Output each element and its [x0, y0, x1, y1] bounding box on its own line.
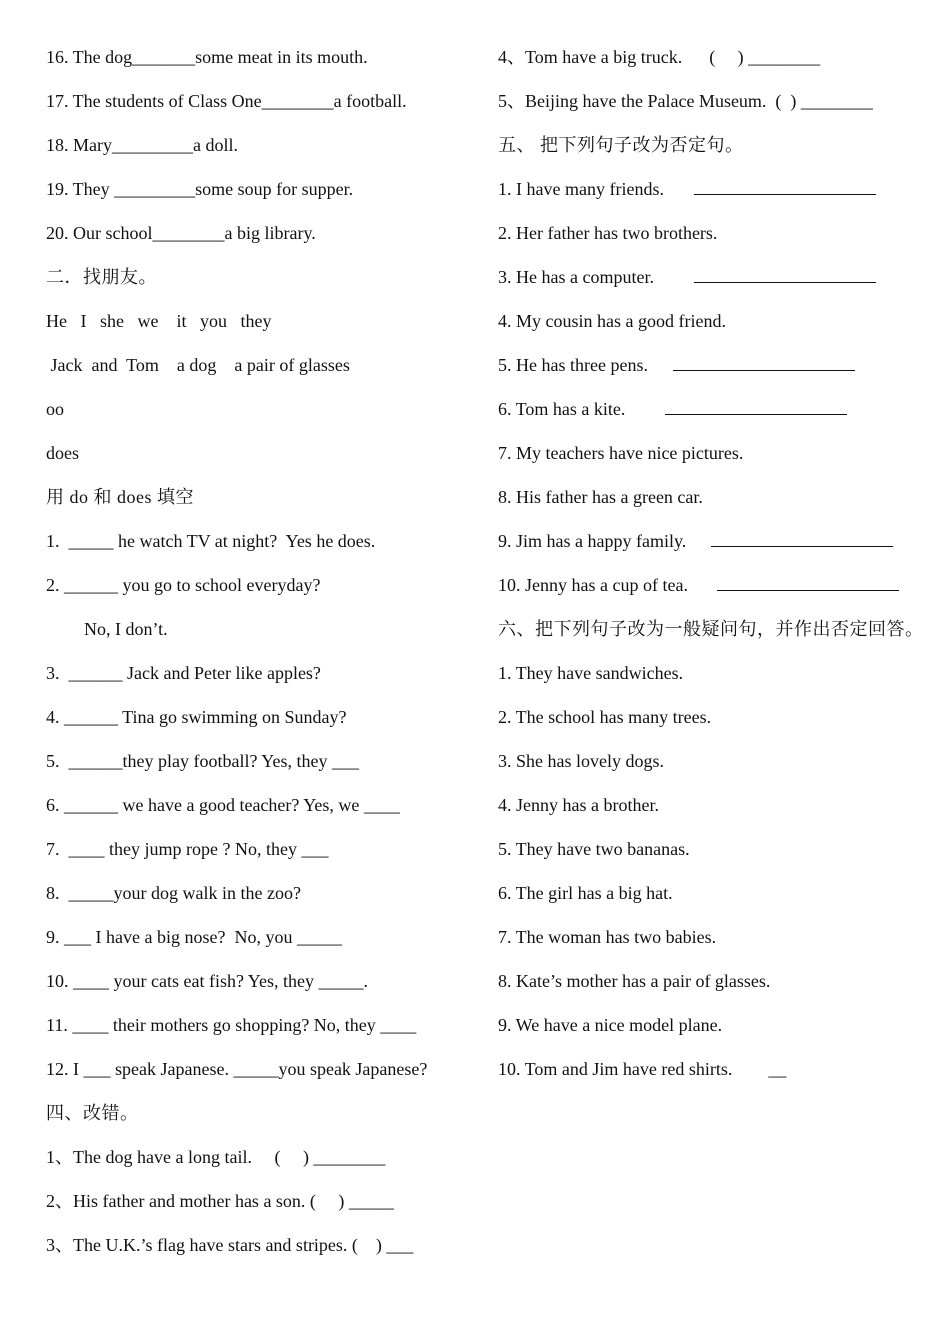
exercise-line: 19. They _________some soup for supper.	[46, 179, 354, 199]
answer-blank	[694, 264, 876, 283]
exercise-line: 4. Jenny has a brother.	[498, 795, 659, 815]
exercise-line: 4. ______ Tina go swimming on Sunday?	[46, 707, 347, 727]
exercise-line: 2. ______ you go to school everyday?	[46, 575, 321, 595]
noun-list: Jack and Tom a dog a pair of glasses	[46, 355, 350, 375]
exercise-line	[498, 572, 938, 616]
exercise-line: 2. Her father has two brothers.	[498, 223, 718, 243]
exercise-line: 4、Tom have a big truck. ( ) ________	[498, 47, 821, 67]
exercise-line	[498, 264, 938, 308]
exercise-line: 11. ____ their mothers go shopping? No, they ____	[46, 1015, 417, 1035]
answer-blank	[673, 352, 855, 371]
exercise-line: 7. ____ they jump rope ? No, they ___	[46, 839, 329, 859]
answer-blank	[694, 176, 876, 195]
answer-blank	[711, 528, 893, 547]
exercise-line: 3、The U.K.’s flag have stars and stripes. ( ) ___	[46, 1235, 414, 1255]
exercise-line	[498, 176, 938, 220]
section-heading-negative: 五、 把下列句子改为否定句。	[498, 135, 744, 155]
exercise-sentence: 1. I have many friends.	[498, 179, 664, 199]
exercise-line: 3. ______ Jack and Peter like apples?	[46, 663, 321, 683]
exercise-line	[498, 528, 938, 572]
answer-blank	[665, 396, 847, 415]
word-list-item: does	[46, 443, 79, 463]
exercise-answer-line: No, I don’t.	[84, 619, 168, 639]
exercise-sentence: 9. Jim has a happy family.	[498, 531, 687, 551]
exercise-line: 12. I ___ speak Japanese. _____you speak Japanese?	[46, 1059, 428, 1079]
section-heading-find-friends: 二．找朋友。	[46, 267, 157, 287]
exercise-line	[498, 352, 938, 396]
exercise-line: 5、Beijing have the Palace Museum. ( ) ________	[498, 91, 873, 111]
exercise-sentence: 10. Jenny has a cup of tea.	[498, 575, 688, 595]
section-heading-correct-errors: 四、改错。	[46, 1103, 139, 1123]
right-column	[498, 44, 938, 1100]
exercise-line: 3. She has lovely dogs.	[498, 751, 664, 771]
exercise-line: 17. The students of Class One________a football.	[46, 91, 407, 111]
word-list-item: oo	[46, 399, 64, 419]
exercise-line: 18. Mary_________a doll.	[46, 135, 238, 155]
exercise-line: 1. They have sandwiches.	[498, 663, 684, 683]
exercise-line: 1. _____ he watch TV at night? Yes he does.	[46, 531, 376, 551]
answer-blank	[717, 572, 899, 591]
exercise-line: 20. Our school________a big library.	[46, 223, 316, 243]
exercise-line: 6. The girl has a big hat.	[498, 883, 673, 903]
left-column	[46, 44, 476, 1276]
exercise-line: 16. The dog_______some meat in its mouth.	[46, 47, 368, 67]
exercise-line: 10. Tom and Jim have red shirts. __	[498, 1059, 787, 1079]
exercise-line: 7. The woman has two babies.	[498, 927, 717, 947]
exercise-line	[498, 396, 938, 440]
exercise-line: 5. They have two bananas.	[498, 839, 690, 859]
exercise-line: 8. His father has a green car.	[498, 487, 703, 507]
pronoun-list: He I she we it you they	[46, 311, 272, 331]
exercise-line: 7. My teachers have nice pictures.	[498, 443, 744, 463]
exercise-line: 6. ______ we have a good teacher? Yes, we ____	[46, 795, 400, 815]
section-heading-questions: 六、把下列句子改为一般疑问句，并作出否定回答。	[498, 619, 924, 639]
exercise-sentence: 3. He has a computer.	[498, 267, 654, 287]
exercise-line: 9. We have a nice model plane.	[498, 1015, 723, 1035]
exercise-line: 9. ___ I have a big nose? No, you _____	[46, 927, 342, 947]
exercise-sentence: 6. Tom has a kite.	[498, 399, 626, 419]
exercise-line: 4. My cousin has a good friend.	[498, 311, 726, 331]
exercise-line: 2. The school has many trees.	[498, 707, 712, 727]
exercise-line: 1、The dog have a long tail. ( ) ________	[46, 1147, 386, 1167]
exercise-line: 8. _____your dog walk in the zoo?	[46, 883, 301, 903]
exercise-line: 2、His father and mother has a son. ( ) _____	[46, 1191, 394, 1211]
exercise-line: 5. ______they play football? Yes, they ___	[46, 751, 359, 771]
exercise-line: 10. ____ your cats eat fish? Yes, they _____.	[46, 971, 368, 991]
exercise-line: 8. Kate’s mother has a pair of glasses.	[498, 971, 771, 991]
exercise-sentence: 5. He has three pens.	[498, 355, 648, 375]
section-heading-do-does: 用 do 和 does 填空	[46, 487, 194, 507]
